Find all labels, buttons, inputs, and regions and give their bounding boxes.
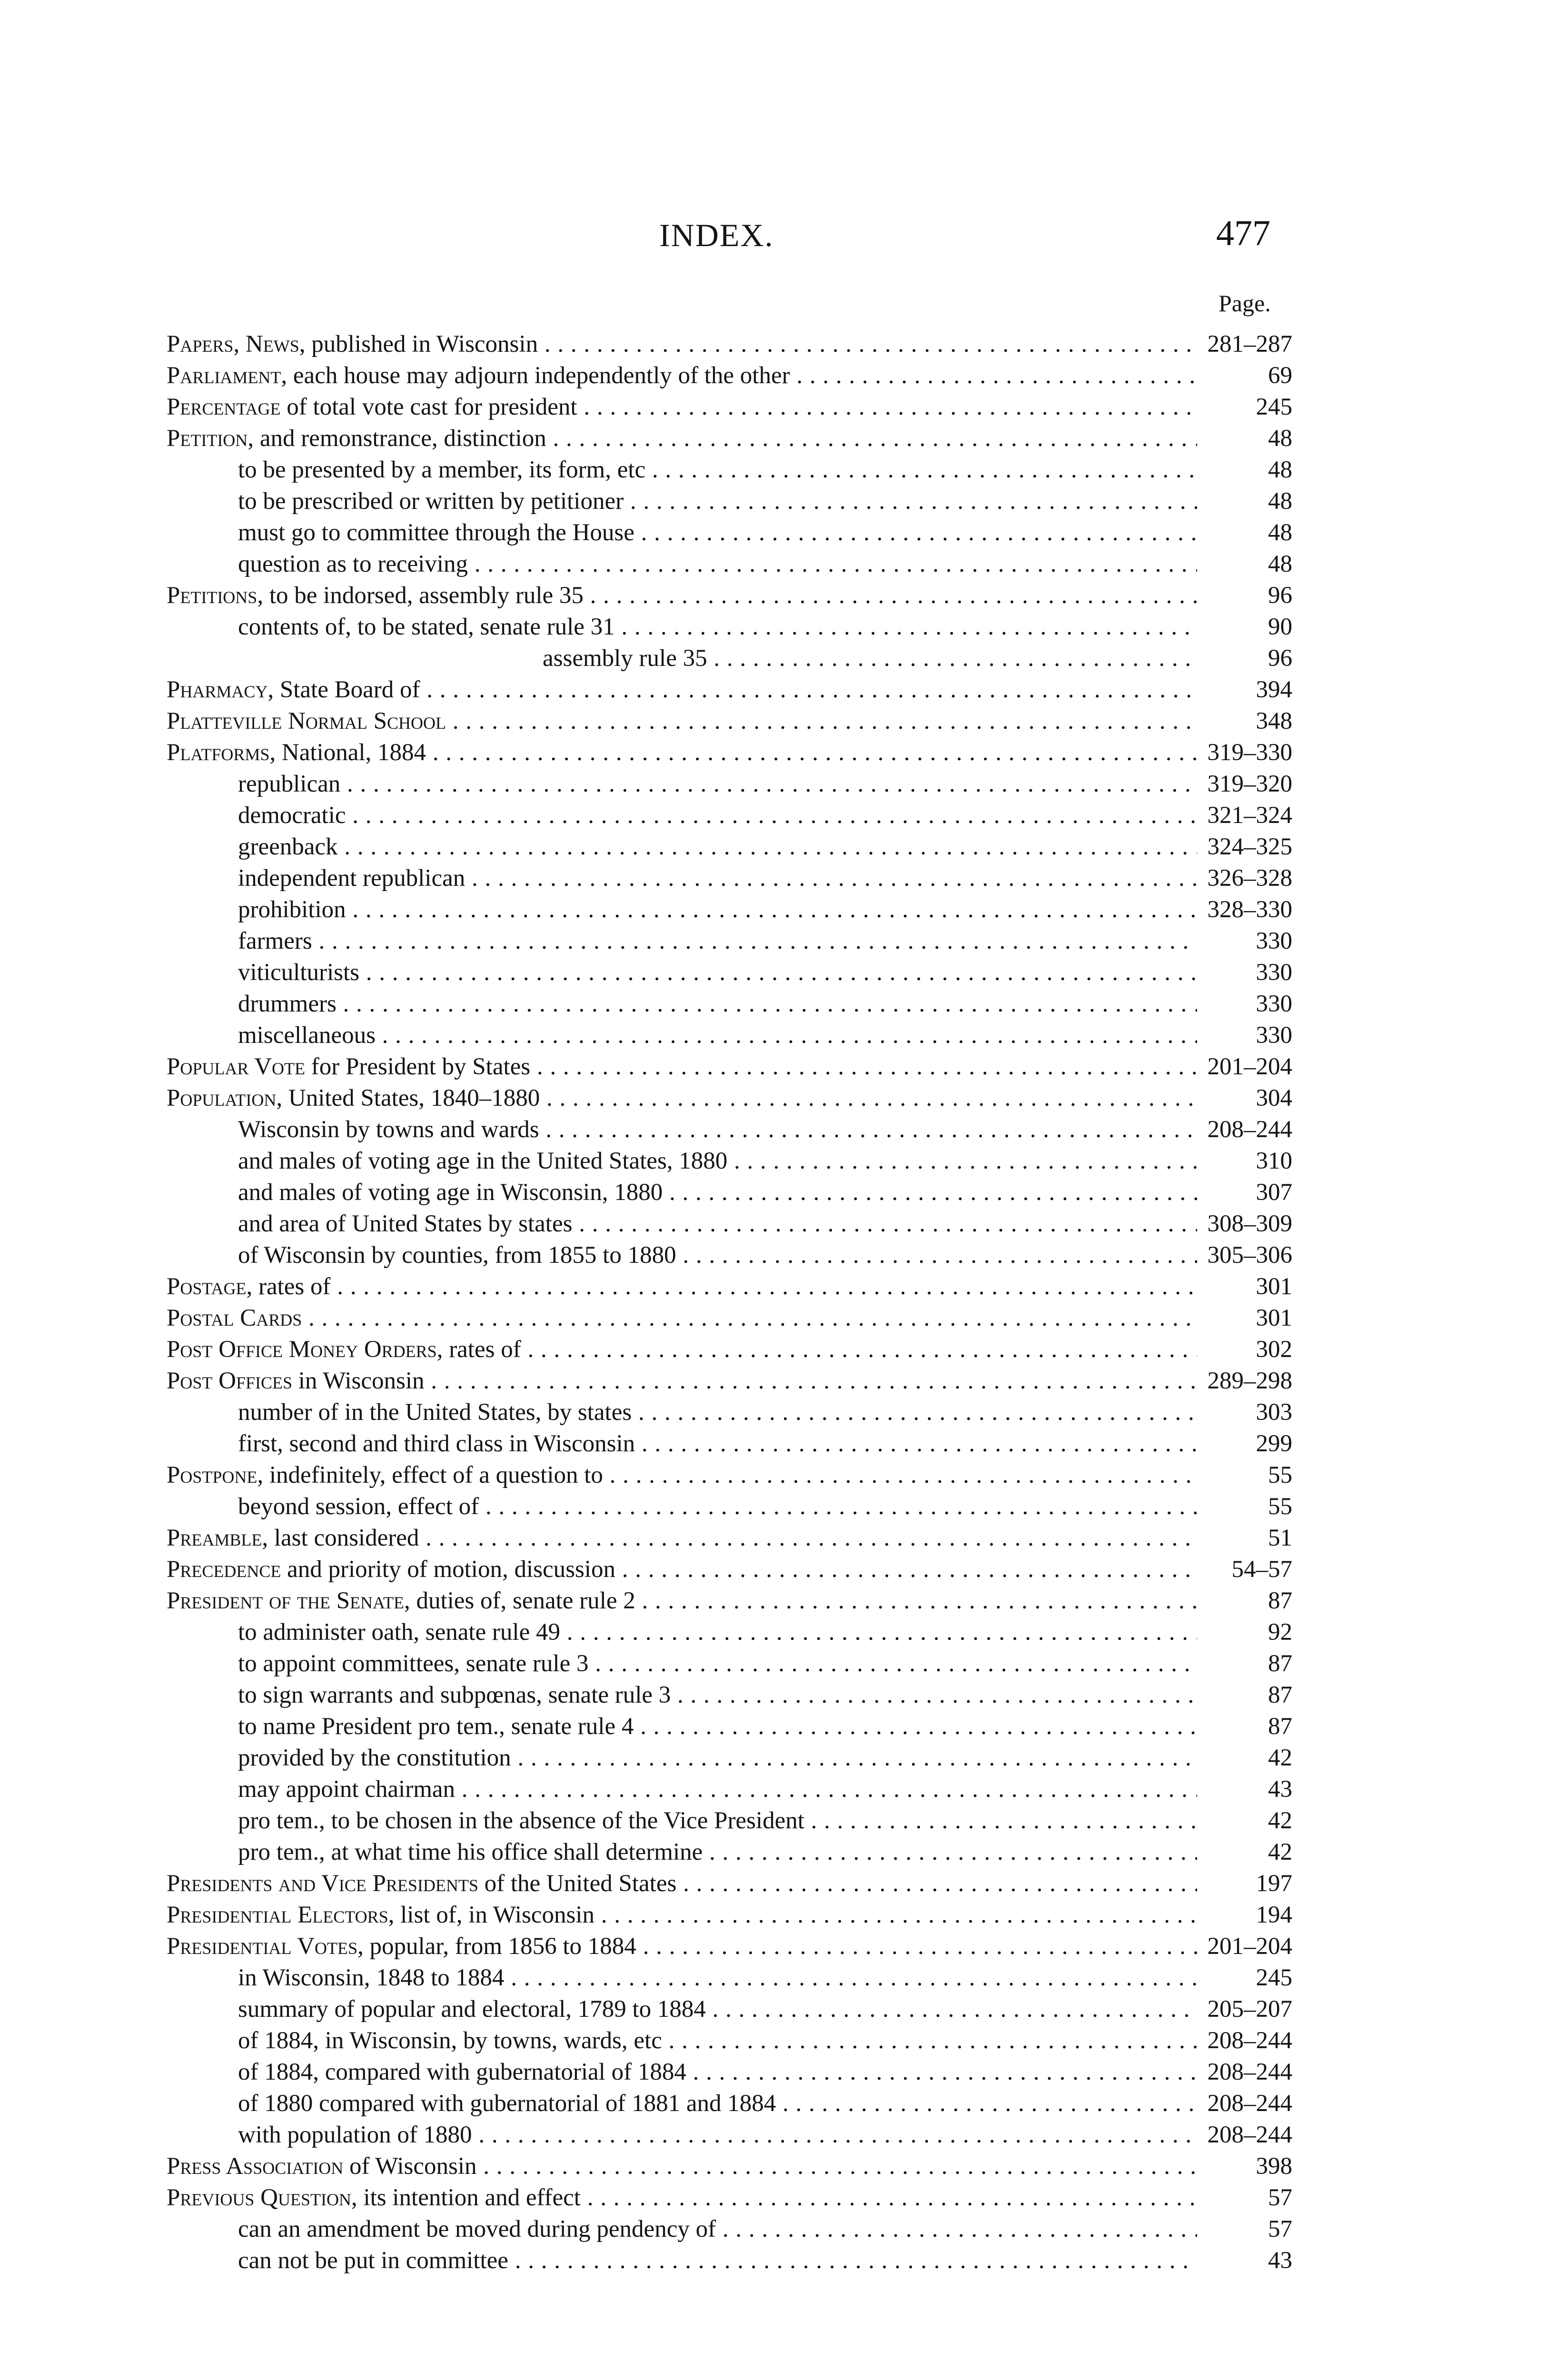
index-entry	[167, 1711, 1292, 1742]
index-entry-description: rates of	[443, 1336, 521, 1363]
index-entry	[167, 1459, 1292, 1491]
index-entry-text	[238, 2088, 1197, 2119]
index-entry-description: to sign warrants and subpœnas, senate rule 3	[238, 1682, 671, 1708]
index-entry-description: of 1880 compared with gubernatorial of 1881 and 1884	[238, 2090, 776, 2117]
index-entry-text	[167, 2151, 1197, 2182]
index-entry-page-ref: 48	[1268, 425, 1292, 452]
index-entry-text	[238, 2119, 1197, 2151]
index-entry	[167, 863, 1292, 894]
index-entry-text	[238, 1679, 1197, 1711]
index-entry-text	[238, 1145, 1197, 1177]
index-entry-description: independent republican	[238, 865, 466, 892]
index-entry-description: drummers	[238, 991, 337, 1017]
index-entry-page-ref: 201–204	[1207, 1933, 1292, 1960]
index-entry	[167, 1051, 1292, 1082]
index-entry-heading: Petitions,	[167, 582, 264, 609]
index-entry	[167, 1302, 1292, 1334]
index-entry	[167, 1334, 1292, 1365]
index-entry-page-ref: 299	[1256, 1430, 1292, 1457]
index-entry	[167, 391, 1292, 423]
index-entry-description: duties of, senate rule 2	[410, 1587, 635, 1614]
index-entry-page-ref: 208–244	[1207, 2122, 1292, 2148]
index-entry-description: contents of, to be stated, senate rule 31	[238, 614, 615, 640]
index-entry-text	[167, 1302, 1197, 1334]
index-entry	[167, 1931, 1292, 1962]
index-entry-page-ref: 301	[1256, 1305, 1292, 1331]
index-entry-page-ref: 96	[1268, 582, 1292, 609]
index-entry-page-ref: 326–328	[1207, 865, 1292, 892]
index-entry	[167, 1491, 1292, 1522]
index-entry-page-ref: 87	[1268, 1682, 1292, 1708]
index-entry-description: of Wisconsin by counties, from 1855 to 1880	[238, 1242, 676, 1269]
index-entry-text	[238, 1616, 1197, 1648]
index-entry-text	[543, 643, 1197, 674]
index-entry	[167, 517, 1292, 548]
index-entry	[167, 1020, 1292, 1051]
index-entry-description: to administer oath, senate rule 49	[238, 1619, 560, 1646]
index-entry-description: to be prescribed or written by petitioner	[238, 488, 624, 515]
index-entry-description: United States, 1840–1880	[282, 1085, 540, 1111]
index-entry-description: National, 1884	[276, 739, 426, 766]
index-entry-description: beyond session, effect of	[238, 1493, 479, 1520]
index-entry-description: with population of 1880	[238, 2122, 472, 2148]
index-entry-text	[238, 800, 1197, 831]
index-entry-text	[167, 1271, 1197, 1302]
index-entry-page-ref: 42	[1268, 1745, 1292, 1771]
index-entry-description: its intention and effect	[357, 2184, 581, 2211]
index-entry-page-ref: 43	[1268, 1776, 1292, 1803]
index-entry-text	[238, 894, 1197, 925]
index-entry-page-ref: 201–204	[1207, 1053, 1292, 1080]
index-entry	[167, 1397, 1292, 1428]
index-entry-text	[238, 1711, 1197, 1742]
index-entry-text	[238, 2056, 1197, 2088]
index-entry-page-ref: 330	[1256, 928, 1292, 954]
index-entry	[167, 737, 1292, 768]
index-entry	[167, 1836, 1292, 1868]
index-entry-description: farmers	[238, 928, 312, 954]
index-entry-text	[167, 328, 1197, 360]
index-entry-page-ref: 87	[1268, 1650, 1292, 1677]
index-entry	[167, 2088, 1292, 2119]
running-title: INDEX.	[659, 217, 774, 253]
index-entry-heading: Parliament,	[167, 362, 287, 389]
index-entry	[167, 2151, 1292, 2182]
index-entry	[167, 1208, 1292, 1240]
index-entry-page-ref: 208–244	[1207, 2090, 1292, 2117]
index-entry-description: in Wisconsin, 1848 to 1884	[238, 1964, 505, 1991]
index-entry-text	[167, 1554, 1197, 1585]
index-entry-heading: Platforms,	[167, 739, 276, 766]
index-entry-page-ref: 304	[1256, 1085, 1292, 1111]
index-entry-page-ref: 319–320	[1207, 771, 1292, 797]
index-entry-page-ref: 87	[1268, 1713, 1292, 1740]
index-entry-text	[238, 831, 1197, 863]
index-entry-page-ref: 48	[1268, 456, 1292, 483]
index-entry	[167, 1428, 1292, 1459]
index-entry-description: to be indorsed, assembly rule 35	[263, 582, 584, 609]
index-entry-description: and males of voting age in Wisconsin, 1880	[238, 1179, 663, 1206]
index-entry-description: indefinitely, effect of a question to	[263, 1462, 603, 1488]
index-entry	[167, 1648, 1292, 1679]
index-entry-description: to name President pro tem., senate rule 4	[238, 1713, 634, 1740]
index-entry-description: may appoint chairman	[238, 1776, 456, 1803]
index-entry-page-ref: 394	[1256, 676, 1292, 703]
index-entry-heading: Precedence	[167, 1556, 281, 1583]
index-entry-description: popular, from 1856 to 1884	[363, 1933, 636, 1960]
index-entry-heading: Presidential Votes,	[167, 1933, 364, 1960]
index-entry-page-ref: 398	[1256, 2153, 1292, 2180]
index-entry-text	[238, 925, 1197, 957]
index-entry-heading: Papers, News,	[167, 331, 306, 357]
index-entry-text	[238, 1114, 1197, 1145]
index-entry-text	[167, 580, 1197, 611]
index-entry-text	[167, 1931, 1197, 1962]
index-entry	[167, 643, 1292, 674]
index-entry-description: of 1884, in Wisconsin, by towns, wards, etc	[238, 2027, 662, 2054]
index-entry-text	[238, 1648, 1197, 1679]
index-entry-text	[167, 1365, 1197, 1397]
index-entry-page-ref: 305–306	[1207, 1242, 1292, 1269]
index-entry	[167, 2213, 1292, 2245]
index-entry-page-ref: 330	[1256, 991, 1292, 1017]
index-entry-text	[238, 1993, 1197, 2025]
index-entry-description: of Wisconsin	[343, 2153, 477, 2180]
index-entry-text	[238, 548, 1197, 580]
index-entry	[167, 580, 1292, 611]
index-entry	[167, 1114, 1292, 1145]
index-entry-page-ref: 307	[1256, 1179, 1292, 1206]
index-entry-text	[238, 2025, 1197, 2056]
index-entry	[167, 1240, 1292, 1271]
index-entry-text	[238, 1836, 1197, 1868]
index-entry-text	[167, 737, 1197, 768]
index-entry-description: first, second and third class in Wisconsin	[238, 1430, 635, 1457]
index-entry	[167, 328, 1292, 360]
index-entry-description: to appoint committees, senate rule 3	[238, 1650, 589, 1677]
index-entry	[167, 705, 1292, 737]
index-entry-description: assembly rule 35	[543, 645, 707, 672]
index-entry-description: list of, in Wisconsin	[394, 1902, 595, 1928]
index-entry-description: can not be put in committee	[238, 2247, 508, 2274]
index-entry-text	[167, 360, 1197, 391]
index-entry-page-ref: 69	[1268, 362, 1292, 389]
index-entry-description: published in Wisconsin	[305, 331, 538, 357]
index-entry-description: provided by the constitution	[238, 1745, 511, 1771]
index-entry-description: and area of United States by states	[238, 1210, 573, 1237]
index-entry-description: last considered	[268, 1525, 419, 1551]
index-entry-text	[238, 1428, 1197, 1459]
index-entry-description: number of in the United States, by states	[238, 1399, 632, 1426]
page-header	[0, 213, 1546, 264]
index-entry-text	[167, 1459, 1197, 1491]
index-entry-text	[238, 486, 1197, 517]
index-entry	[167, 1585, 1292, 1616]
index-entry-heading: Popular Vote	[167, 1053, 306, 1080]
index-entry-heading: Postal Cards	[167, 1305, 302, 1331]
index-entry-heading: Population,	[167, 1085, 283, 1111]
index-entry-heading: Pharmacy,	[167, 676, 274, 703]
index-entry-heading: Post Office Money Orders,	[167, 1336, 443, 1363]
index-entry-page-ref: 57	[1268, 2184, 1292, 2211]
index-entry-text	[238, 1208, 1197, 1240]
index-entry	[167, 1962, 1292, 1993]
index-entry-description: democratic	[238, 802, 346, 829]
index-entry-page-ref: 330	[1256, 959, 1292, 986]
index-entry	[167, 1616, 1292, 1648]
index-entry	[167, 454, 1292, 486]
index-entry-text	[238, 2245, 1197, 2276]
page-column-heading: Page.	[1219, 290, 1271, 317]
index-entry	[167, 423, 1292, 454]
index-entry	[167, 674, 1292, 705]
index-entry-description: State Board of	[274, 676, 420, 703]
index-entry	[167, 1805, 1292, 1836]
index-entry-page-ref: 42	[1268, 1839, 1292, 1865]
index-entry-heading: Postage,	[167, 1273, 253, 1300]
index-entry-page-ref: 208–244	[1207, 1116, 1292, 1143]
index-entry-page-ref: 96	[1268, 645, 1292, 672]
index-entry	[167, 957, 1292, 988]
index-entry-page-ref: 51	[1268, 1525, 1292, 1551]
index-entry-description: each house may adjourn independently of the other	[287, 362, 790, 389]
index-entry-page-ref: 57	[1268, 2216, 1292, 2242]
index-entry-description: and priority of motion, discussion	[281, 1556, 615, 1583]
index-entry-page-ref: 245	[1256, 1964, 1292, 1991]
index-entry	[167, 1679, 1292, 1711]
index-entry-text	[167, 2182, 1197, 2213]
index-entry-page-ref: 328–330	[1207, 896, 1292, 923]
index-entry-heading: Percentage	[167, 394, 281, 420]
index-entry-page-ref: 330	[1256, 1022, 1292, 1049]
index-entry	[167, 2056, 1292, 2088]
index-entry-text	[238, 1177, 1197, 1208]
index-entry-text	[167, 1899, 1197, 1931]
index-entry-heading: Press Association	[167, 2153, 344, 2180]
index-entry-page-ref: 310	[1256, 1148, 1292, 1174]
index-entry-description: Wisconsin by towns and wards	[238, 1116, 539, 1143]
index-entry	[167, 1742, 1292, 1774]
index-entry-page-ref: 308–309	[1207, 1210, 1292, 1237]
index-entry-description: pro tem., at what time his office shall determine	[238, 1839, 703, 1865]
index-entry-page-ref: 194	[1256, 1902, 1292, 1928]
index-entry-text	[238, 1774, 1197, 1805]
index-entry-description: in Wisconsin	[292, 1368, 425, 1394]
index-entry	[167, 1993, 1292, 2025]
index-entry-page-ref: 321–324	[1207, 802, 1292, 829]
index-entry-text	[238, 863, 1197, 894]
index-entry-text	[238, 1805, 1197, 1836]
index-entry-page-ref: 289–298	[1207, 1368, 1292, 1394]
index-entry-description: republican	[238, 771, 341, 797]
index-entry-description: viticulturists	[238, 959, 359, 986]
index-entry-page-ref: 87	[1268, 1587, 1292, 1614]
index-entry	[167, 2025, 1292, 2056]
index-entry-description: can an amendment be moved during pendency of	[238, 2216, 716, 2242]
index-entry	[167, 2119, 1292, 2151]
index-entry-text	[238, 1240, 1197, 1271]
index-entry-text	[238, 1742, 1197, 1774]
index-entry	[167, 1365, 1292, 1397]
index-entry-page-ref: 324–325	[1207, 833, 1292, 860]
index-entry-description: pro tem., to be chosen in the absence of the Vice President	[238, 1807, 804, 1834]
index-entry	[167, 1177, 1292, 1208]
index-entry-text	[238, 1491, 1197, 1522]
index-entry	[167, 1522, 1292, 1554]
index-entry-description: greenback	[238, 833, 338, 860]
index-entry-description: must go to committee through the House	[238, 519, 634, 546]
index-entry-page-ref: 303	[1256, 1399, 1292, 1426]
index-entry-page-ref: 348	[1256, 708, 1292, 734]
index-entry-page-ref: 48	[1268, 551, 1292, 577]
index-entry-page-ref: 302	[1256, 1336, 1292, 1363]
index-entry-text	[238, 2213, 1197, 2245]
index-entry-page-ref: 54–57	[1231, 1556, 1292, 1583]
index-entry-text	[167, 1051, 1197, 1082]
index-entry-description: of total vote cast for president	[280, 394, 577, 420]
index-entry-text	[238, 454, 1197, 486]
page-number: 477	[1216, 213, 1270, 253]
index-entry-description: question as to receiving	[238, 551, 468, 577]
index-entry-heading: Petition,	[167, 425, 254, 452]
index-entry-heading: Platteville Normal School	[167, 708, 446, 734]
index-entry-page-ref: 92	[1268, 1619, 1292, 1646]
index-entry-heading: Postpone,	[167, 1462, 264, 1488]
index-entry-description: and remonstrance, distinction	[254, 425, 546, 452]
index-entry	[167, 925, 1292, 957]
index-entry-text	[238, 1962, 1197, 1993]
index-entry-text	[167, 705, 1197, 737]
index-entry-text	[167, 391, 1197, 423]
index-entry-text	[238, 1397, 1197, 1428]
index-entry-description: prohibition	[238, 896, 346, 923]
index-entry-page-ref: 208–244	[1207, 2059, 1292, 2085]
index-entry	[167, 831, 1292, 863]
index-entry	[167, 2182, 1292, 2213]
index-entry	[167, 1271, 1292, 1302]
index-entry-text	[238, 517, 1197, 548]
index-entry-text	[238, 768, 1197, 800]
index-entry-page-ref: 197	[1256, 1870, 1292, 1897]
index-entry	[167, 988, 1292, 1020]
index-entry-text	[167, 423, 1197, 454]
index-entry-page-ref: 281–287	[1207, 331, 1292, 357]
index-entry	[167, 1145, 1292, 1177]
index-entry-description: to be presented by a member, its form, etc	[238, 456, 646, 483]
index-entry-description: for President by States	[305, 1053, 531, 1080]
index-entry-text	[238, 1020, 1197, 1051]
index-entry-description: rates of	[252, 1273, 331, 1300]
index-entry-page-ref: 301	[1256, 1273, 1292, 1300]
index-entry-text	[167, 1868, 1197, 1899]
index-entry	[167, 1868, 1292, 1899]
index-entry-text	[238, 988, 1197, 1020]
index-entry	[167, 360, 1292, 391]
index-entry	[167, 486, 1292, 517]
index-entry	[167, 548, 1292, 580]
index-entry-heading: President of the Senate,	[167, 1587, 410, 1614]
index-entry-text	[238, 611, 1197, 643]
index-entry-description: summary of popular and electoral, 1789 to 1884	[238, 1996, 706, 2023]
index-entry	[167, 1774, 1292, 1805]
index-entry-description: of the United States	[478, 1870, 677, 1897]
index-entry-description: and males of voting age in the United States, 1880	[238, 1148, 728, 1174]
index-entry	[167, 800, 1292, 831]
index-entry	[167, 611, 1292, 643]
index-entry-heading: Presidential Electors,	[167, 1902, 395, 1928]
index-entry-text	[167, 1585, 1197, 1616]
index-entry	[167, 1899, 1292, 1931]
index-entry-text	[167, 1334, 1197, 1365]
index-entry	[167, 2245, 1292, 2276]
index-entry-page-ref: 48	[1268, 519, 1292, 546]
index-entry-list	[167, 328, 1292, 2276]
index-entry-heading: Presidents and Vice Presidents	[167, 1870, 478, 1897]
index-entry-page-ref: 205–207	[1207, 1996, 1292, 2023]
index-entry-description: miscellaneous	[238, 1022, 376, 1049]
index-entry	[167, 1082, 1292, 1114]
index-entry-heading: Preamble,	[167, 1525, 268, 1551]
index-entry-text	[167, 674, 1197, 705]
index-entry-text	[238, 957, 1197, 988]
index-entry-page-ref: 245	[1256, 394, 1292, 420]
index-entry-page-ref: 43	[1268, 2247, 1292, 2274]
index-entry	[167, 768, 1292, 800]
index-entry-page-ref: 55	[1268, 1493, 1292, 1520]
index-entry-text	[167, 1522, 1197, 1554]
index-entry-heading: Previous Question,	[167, 2184, 357, 2211]
index-entry-page-ref: 208–244	[1207, 2027, 1292, 2054]
index-entry-description: of 1884, compared with gubernatorial of 1884	[238, 2059, 686, 2085]
index-entry-page-ref: 319–330	[1207, 739, 1292, 766]
index-entry-page-ref: 90	[1268, 614, 1292, 640]
index-entry	[167, 894, 1292, 925]
index-entry-text	[167, 1082, 1197, 1114]
index-entry-page-ref: 55	[1268, 1462, 1292, 1488]
index-entry-page-ref: 48	[1268, 488, 1292, 515]
index-entry	[167, 1554, 1292, 1585]
index-entry-page-ref: 42	[1268, 1807, 1292, 1834]
index-entry-heading: Post Offices	[167, 1368, 293, 1394]
